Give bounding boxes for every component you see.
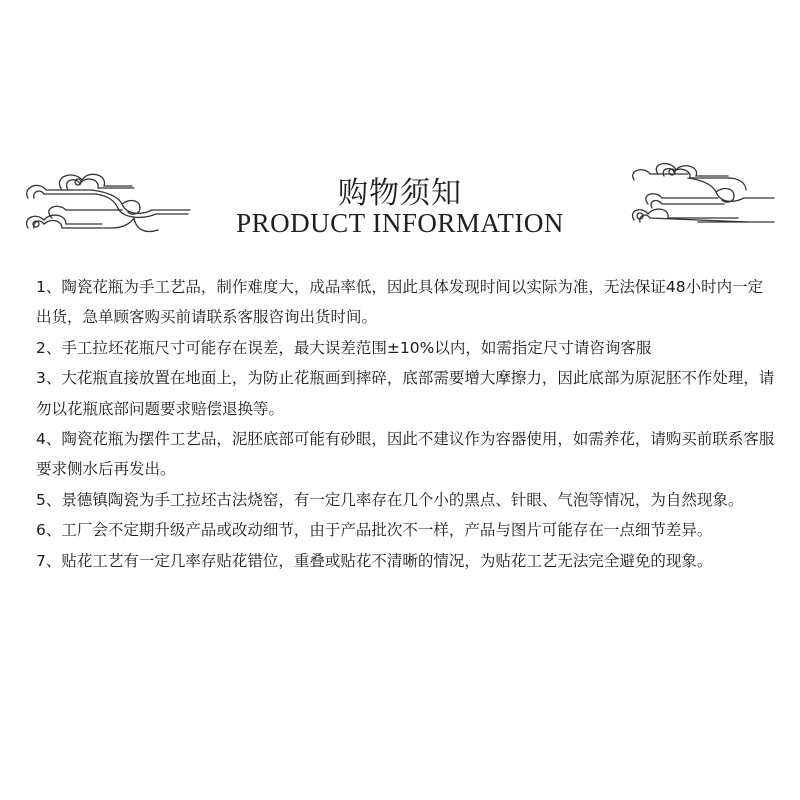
note-text: 陶瓷花瓶为摆件工艺品，泥胚底部可能有砂眼，因此不建议作为容器使用，如需养花，请购买前联系客服要求侧水后再发出。 (36, 430, 775, 479)
page-title-english: PRODUCT INFORMATION (236, 208, 564, 238)
note-item-7 (36, 546, 776, 576)
note-number: 1、 (36, 278, 62, 296)
note-number: 4、 (36, 430, 62, 449)
note-item-6 (36, 515, 776, 545)
note-text: 贴花工艺有一定几率存贴花错位，重叠或贴花不清晰的情况，为贴花工艺无法完全避免的现象。 (61, 551, 713, 570)
notes-list (36, 272, 776, 576)
note-number: 2、 (36, 338, 62, 357)
note-item-5 (36, 485, 776, 515)
note-number: 6、 (36, 521, 62, 540)
note-item-4 (36, 424, 776, 485)
note-item-3 (36, 363, 776, 424)
note-item-2 (36, 333, 776, 363)
note-number: 3、 (36, 369, 62, 388)
note-text: 工厂会不定期升级产品或改动细节，由于产品批次不一样，产品与图片可能存在一点细节差异。 (61, 521, 713, 540)
note-text: 景德镇陶瓷为手工拉坯古法烧窑，有一定几率存在几个小的黑点、针眼、气泡等情况，为自然现象。 (61, 490, 744, 509)
note-number: 7、 (36, 551, 62, 570)
note-text: 手工拉坯花瓶尺寸可能存在误差，最大误差范围±10%以内，如需指定尺寸请咨询客服 (61, 338, 652, 357)
note-text: 大花瓶直接放置在地面上，为防止花瓶画到摔碎，底部需要增大摩擦力，因此底部为原泥胚不作处理，请勿以花瓶底部问题要求赔偿退换等。 (36, 369, 775, 418)
note-item-1 (36, 272, 776, 333)
page-title-chinese: 购物须知 (338, 176, 462, 211)
note-text: 陶瓷花瓶为手工艺品，制作难度大，成品率低，因此具体发现时间以实际为准，无法保证48小时内一定出货，急单顾客购买前请联系客服咨询出货时间。 (36, 278, 764, 327)
note-number: 5、 (36, 490, 62, 509)
